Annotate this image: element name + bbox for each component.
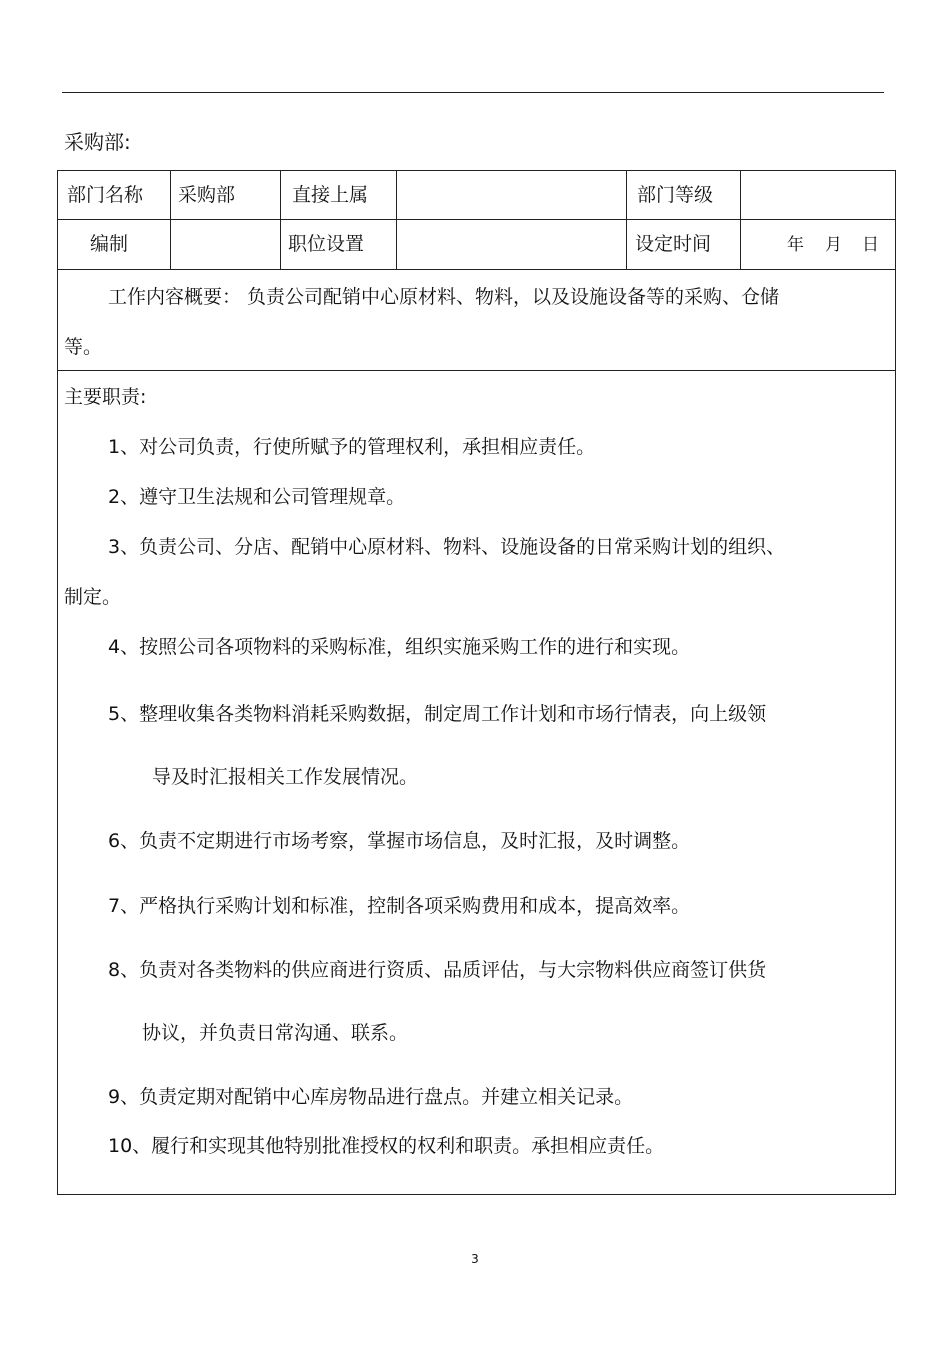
- duty-item: 6、负责不定期进行市场考察，掌握市场信息，及时汇报，及时调整。: [108, 830, 691, 852]
- dept-name-label: 部门名称: [67, 184, 144, 206]
- setup-time-label: 设定时间: [635, 233, 712, 255]
- column-divider-4: [626, 170, 627, 269]
- duty-item: 10、履行和实现其他特别批准授权的权利和职责。承担相应责任。: [108, 1135, 665, 1157]
- position-setup-label: 职位设置: [288, 233, 365, 255]
- column-divider-5: [740, 170, 741, 269]
- work-summary-line-2: 等。: [64, 336, 103, 358]
- row-divider-3: [57, 370, 896, 371]
- duty-item-continuation: 制定。: [64, 586, 122, 608]
- duty-item-continuation: 协议，并负责日常沟通、联系。: [142, 1022, 409, 1044]
- direct-superior-label: 直接上属: [292, 184, 369, 206]
- duty-item: 1、对公司负责，行使所赋予的管理权利，承担相应责任。: [108, 436, 596, 458]
- date-day: 日: [862, 235, 879, 255]
- page-number: 3: [471, 1252, 479, 1266]
- duty-item: 5、整理收集各类物料消耗采购数据，制定周工作计划和市场行情表，向上级领: [108, 703, 767, 725]
- duty-item: 3、负责公司、分店、配销中心原材料、物料、设施设备的日常采购计划的组织、: [108, 536, 786, 558]
- row-divider-2: [57, 269, 896, 270]
- duty-item: 4、按照公司各项物料的采购标准，组织实施采购工作的进行和实现。: [108, 636, 691, 658]
- dept-level-label: 部门等级: [637, 184, 714, 206]
- dept-name-value: 采购部: [178, 184, 236, 206]
- duty-item: 2、遵守卫生法规和公司管理规章。: [108, 486, 406, 508]
- row-divider-1: [57, 219, 896, 220]
- duty-item: 8、负责对各类物料的供应商进行资质、品质评估，与大宗物料供应商签订供货: [108, 959, 767, 981]
- date-year: 年: [787, 235, 804, 255]
- duty-item: 9、负责定期对配销中心库房物品进行盘点。并建立相关记录。: [108, 1086, 634, 1108]
- duties-title: 主要职责:: [64, 386, 147, 408]
- date-month: 月: [825, 235, 842, 255]
- compiled-label: 编制: [90, 233, 129, 255]
- column-divider-1: [170, 170, 171, 269]
- department-heading: 采购部:: [64, 130, 131, 154]
- work-summary-line-1: 工作内容概要： 负责公司配销中心原材料、物料，以及设施设备等的采购、仓储: [108, 286, 780, 308]
- duty-item: 7、严格执行采购计划和标准，控制各项采购费用和成本，提高效率。: [108, 895, 691, 917]
- column-divider-3: [396, 170, 397, 269]
- column-divider-2: [280, 170, 281, 269]
- header-rule: [62, 92, 884, 93]
- duty-item-continuation: 导及时汇报相关工作发展情况。: [152, 766, 419, 788]
